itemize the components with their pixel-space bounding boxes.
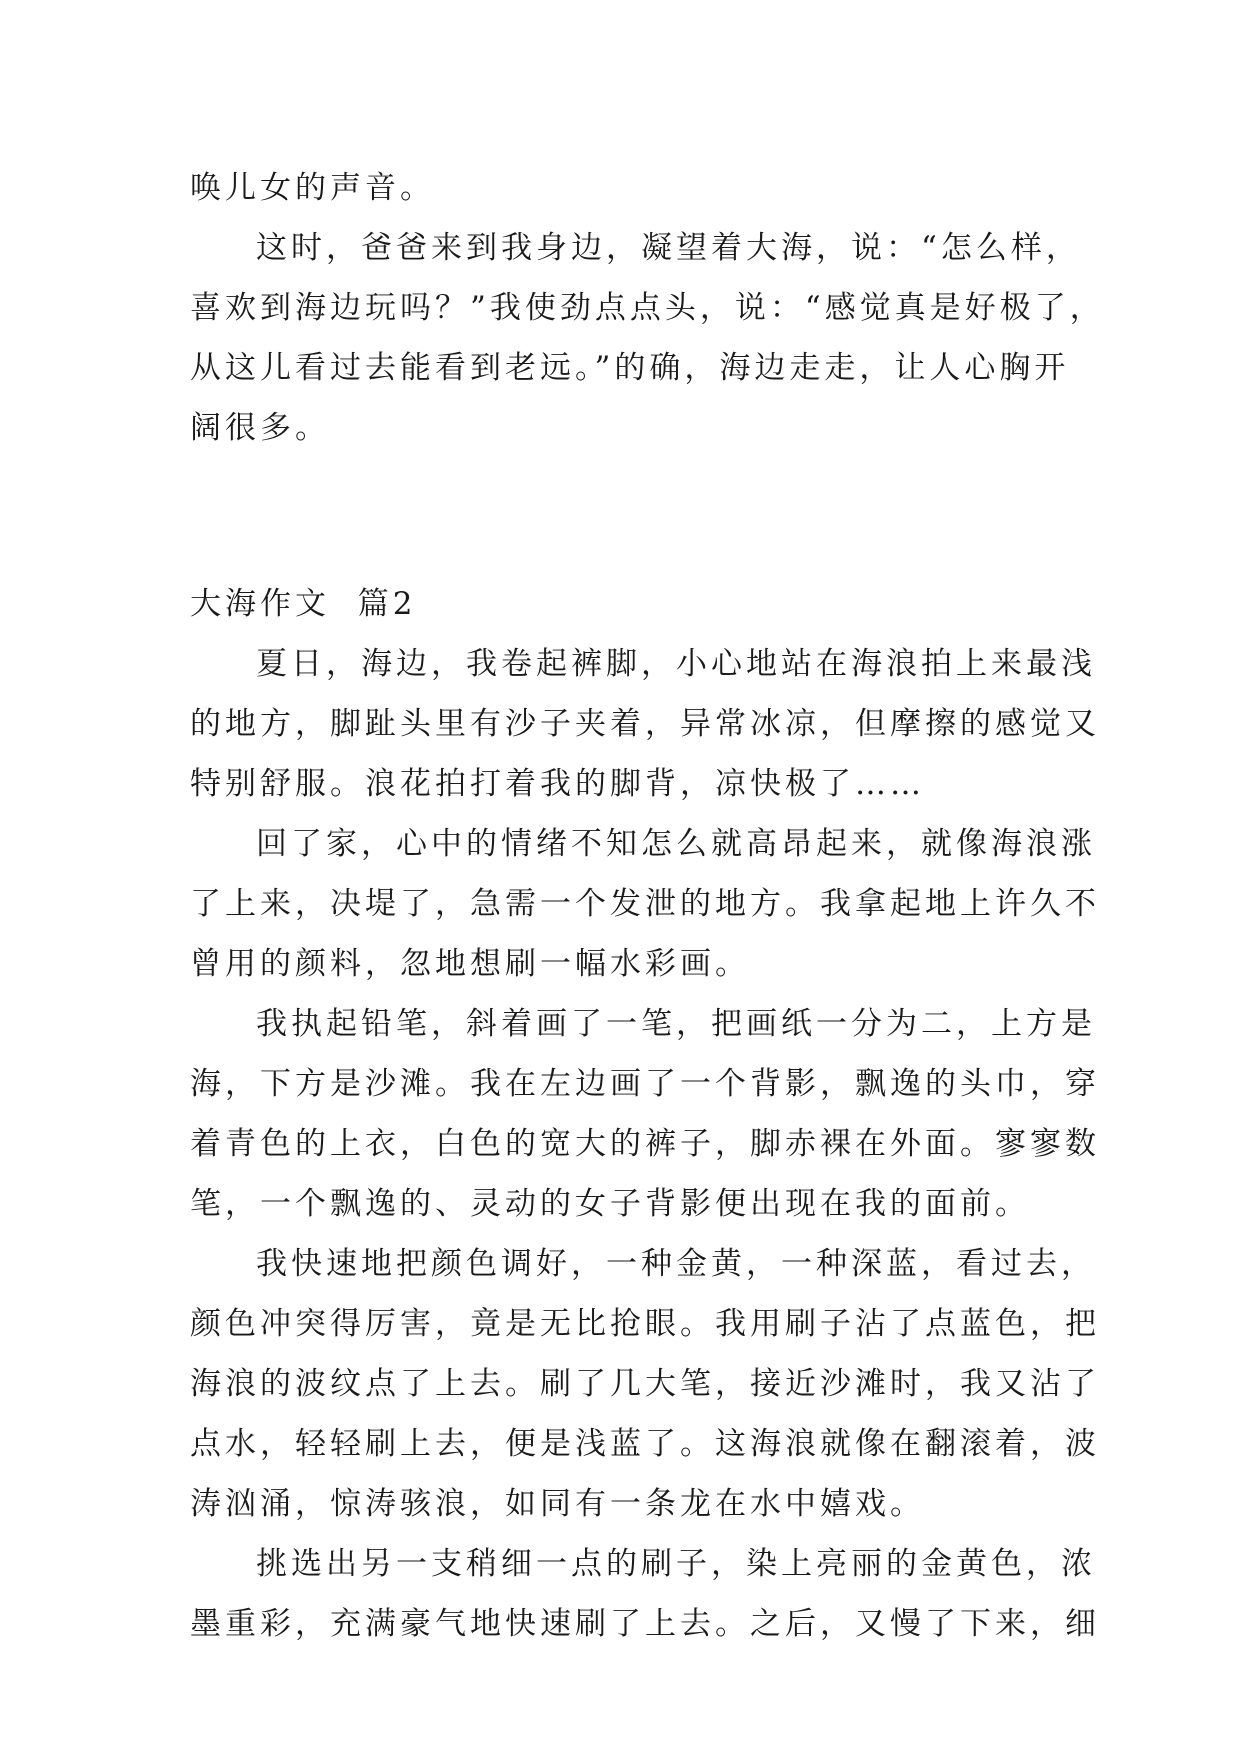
text-line: 挑选出另一支稍细一点的刷子，染上亮丽的金黄色，浓 bbox=[256, 1546, 1096, 1582]
text-line: 我快速地把颜色调好，一种金黄，一种深蓝，看过去， bbox=[256, 1246, 1096, 1282]
document-body bbox=[190, 158, 1105, 1654]
text-line: 的地方，脚趾头里有沙子夹着，异常冰凉，但摩擦的感觉又 bbox=[190, 706, 1100, 742]
text-line: 喜欢到海边玩吗？”我使劲点点头，说：“感觉真是好极了， bbox=[190, 290, 1105, 326]
text-line: 着青色的上衣，白色的宽大的裤子，脚赤裸在外面。寥寥数 bbox=[190, 1126, 1100, 1162]
text-line: 阔很多。 bbox=[190, 410, 330, 446]
text-line: 回了家，心中的情绪不知怎么就高昂起来，就像海浪涨 bbox=[256, 826, 1096, 862]
text-line: 我执起铅笔，斜着画了一笔，把画纸一分为二，上方是 bbox=[256, 1006, 1096, 1042]
text-line: 海，下方是沙滩。我在左边画了一个背影，飘逸的头巾，穿 bbox=[190, 1066, 1100, 1102]
text-line: 特别舒服。浪花拍打着我的脚背，凉快极了…… bbox=[190, 766, 925, 802]
text-line: 涛汹涌，惊涛骇浪，如同有一条龙在水中嬉戏。 bbox=[190, 1486, 925, 1522]
text-line: 墨重彩，充满豪气地快速刷了上去。之后，又慢了下来，细 bbox=[190, 1606, 1100, 1642]
section-gap bbox=[190, 458, 1070, 574]
text-line: 点水，轻轻刷上去，便是浅蓝了。这海浪就像在翻滚着，波 bbox=[190, 1426, 1100, 1462]
text-line: 唤儿女的声音。 bbox=[190, 170, 435, 206]
text-line: 海浪的波纹点了上去。刷了几大笔，接近沙滩时，我又沾了 bbox=[190, 1366, 1100, 1402]
text-line: 夏日，海边，我卷起裤脚，小心地站在海浪拍上来最浅 bbox=[256, 646, 1096, 682]
text-line: 这时，爸爸来到我身边，凝望着大海，说：“怎么样， bbox=[256, 230, 1081, 266]
section-heading: 大海作文 篇2 bbox=[190, 586, 417, 622]
text-line: 笔，一个飘逸的、灵动的女子背影便出现在我的面前。 bbox=[190, 1186, 1030, 1222]
text-line: 曾用的颜料，忽地想刷一幅水彩画。 bbox=[190, 946, 750, 982]
text-line: 了上来，决堤了，急需一个发泄的地方。我拿起地上许久不 bbox=[190, 886, 1100, 922]
text-line: 颜色冲突得厉害，竟是无比抢眼。我用刷子沾了点蓝色，把 bbox=[190, 1306, 1100, 1342]
text-line: 从这儿看过去能看到老远。”的确，海边走走，让人心胸开 bbox=[190, 350, 1070, 386]
